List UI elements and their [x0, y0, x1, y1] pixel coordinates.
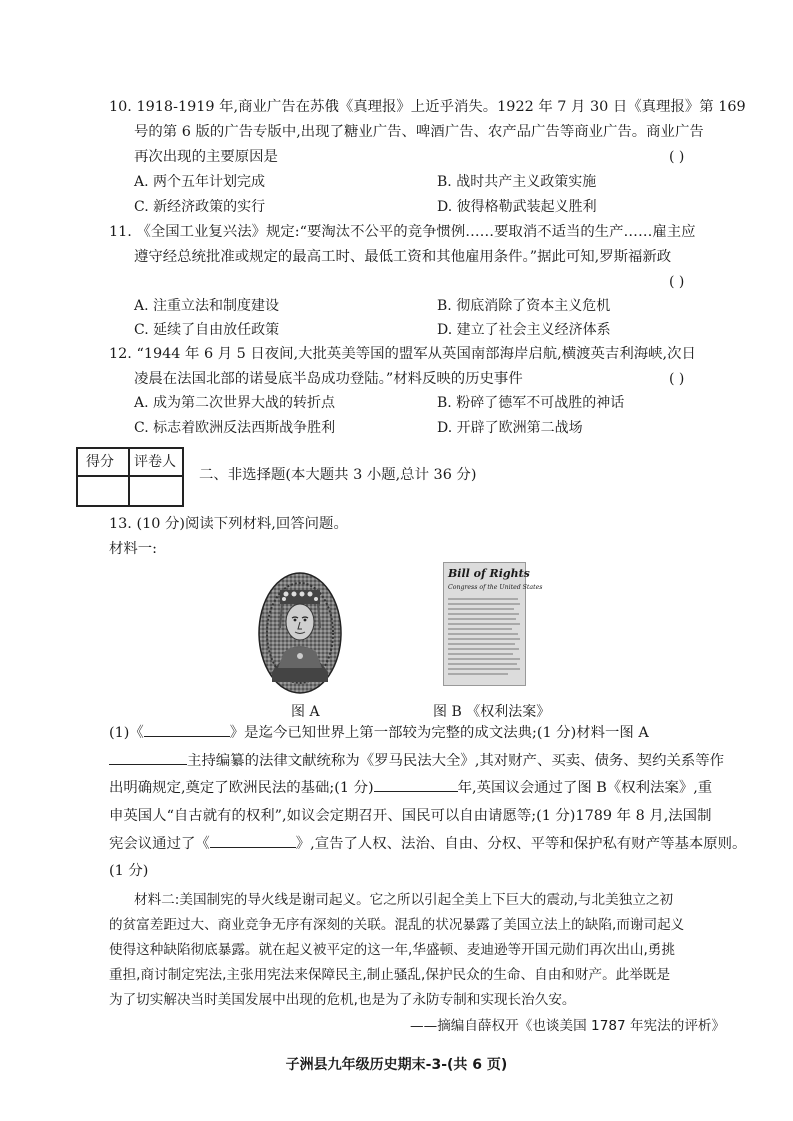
q11-option-b[interactable]: B. 彻底消除了资本主义危机 [437, 298, 611, 314]
q13-para-line-2 [109, 746, 724, 776]
figure-a-mosaic-portrait [258, 572, 342, 694]
q13-text: 主持编纂的法律文献统称为《罗马民法大全》,其对财产、买卖、债务、契约关系等作 [187, 753, 725, 769]
q13-text: 年,英国议会通过了图 B《权利法案》,重 [457, 780, 713, 796]
q10-line-1: 10. 1918-1919 年,商业广告在苏俄《真理报》上近乎消失。1922 年 7 月 30 日《真理报》第 169 [109, 99, 746, 115]
q10-option-a[interactable]: A. 两个五年计划完成 [134, 174, 266, 190]
q13-intro: 13. (10 分)阅读下列材料,回答问题。 [109, 516, 348, 532]
material-1-label: 材料一: [109, 541, 158, 557]
q12-option-b[interactable]: B. 粉碎了德军不可战胜的神话 [437, 395, 625, 411]
q10-option-b[interactable]: B. 战时共产主义政策实施 [437, 174, 597, 190]
q13-para-line-1 [109, 718, 649, 748]
q13-text: 宪会议通过了《 [109, 836, 210, 852]
material-2-line-3: 使得这种缺陷彻底暴露。就在起义被平定的这一年,华盛顿、麦迪逊等开国元勋们再次出山,勇挑 [109, 942, 675, 958]
q10-answer-paren[interactable]: ( ) [669, 149, 685, 165]
figure-b-bill-of-rights [443, 562, 543, 686]
section-2-title: 二、非选择题(本大题共 3 小题,总计 36 分) [199, 467, 477, 483]
answer-blank-4[interactable] [210, 832, 296, 848]
grader-label: 评卷人 [134, 454, 176, 470]
q13-text: 》,宣告了人权、法治、自由、分权、平等和保护私有财产等基本原则。 [295, 836, 747, 852]
q11-option-c[interactable]: C. 延续了自由放任政策 [134, 322, 280, 338]
q13-text: (1)《 [109, 725, 144, 741]
score-table [76, 447, 184, 507]
q13-text: 》是迄今已知世界上第一部较为完整的成文法典;(1 分)材料一图 A [229, 725, 649, 741]
q11-option-a[interactable]: A. 注重立法和制度建设 [134, 298, 280, 314]
material-2-line-5: 为了切实解决当时美国发展中出现的危机,也是为了永防专制和实现长治久安。 [109, 992, 576, 1008]
q11-answer-paren[interactable]: ( ) [669, 274, 685, 290]
answer-blank-1[interactable] [144, 721, 230, 737]
q10-option-d[interactable]: D. 彼得格勒武装起义胜利 [437, 199, 597, 215]
q12-option-c[interactable]: C. 标志着欧洲反法西斯战争胜利 [134, 420, 336, 436]
q13-para-line-5 [109, 829, 746, 859]
q13-text: 出明确规定,奠定了欧洲民法的基础;(1 分) [109, 780, 374, 796]
score-label: 得分 [86, 454, 114, 470]
q10-option-c[interactable]: C. 新经济政策的实行 [134, 199, 266, 215]
material-2-line-2: 的贫富差距过大、商业竞争无序有深刻的关联。混乱的状况暴露了美国立法上的缺陷,而谢司起义 [109, 917, 685, 933]
q12-option-d[interactable]: D. 开辟了欧洲第二战场 [437, 420, 583, 436]
q11-line-1: 11. 《全国工业复兴法》规定:“要淘汰不公平的竞争惯例……要取消不适当的生产……雇主应 [109, 224, 696, 240]
q11-option-d[interactable]: D. 建立了社会主义经济体系 [437, 322, 611, 338]
table-divider [78, 475, 182, 477]
material-2-line-1: 材料二:美国制宪的导火线是谢司起义。它之所以引起全美上下巨大的震动,与北美独立之初 [134, 892, 674, 908]
q10-line-2: 号的第 6 版的广告专版中,出现了糖业广告、啤酒广告、农产品广告等商业广告。商业广告 [134, 124, 704, 140]
figure-b-caption: 图 B 《权利法案》 [433, 704, 551, 720]
q12-option-a[interactable]: A. 成为第二次世界大战的转折点 [134, 395, 336, 411]
q12-line-2: 凌晨在法国北部的诺曼底半岛成功登陆。”材料反映的历史事件 [134, 371, 523, 387]
q10-line-3: 再次出现的主要原因是 [134, 149, 278, 165]
figure-b-subheading: Congress of the United States [448, 584, 543, 591]
q13-para-line-3 [109, 773, 712, 803]
q11-line-2: 遵守经总统批准或规定的最高工时、最低工资和其他雇用条件。”据此可知,罗斯福新政 [134, 249, 672, 265]
material-2-source: ——摘编自薛权开《也谈美国 1787 年宪法的评析》 [410, 1018, 726, 1034]
figure-b-heading: Bill of Rights [448, 567, 530, 580]
q13-para-line-6: (1 分) [109, 863, 149, 879]
table-divider [128, 449, 130, 505]
answer-blank-3[interactable] [374, 776, 458, 792]
answer-blank-2[interactable] [109, 749, 187, 765]
q12-answer-paren[interactable]: ( ) [669, 371, 685, 387]
q13-para-line-4: 申英国人“自古就有的权利”,如议会定期召开、国民可以自由请愿等;(1 分)1789 年 8 月,法国制 [109, 808, 712, 824]
document-text-lines [448, 595, 521, 679]
figure-a-caption: 图 A [291, 704, 320, 720]
q12-line-1: 12. “1944 年 6 月 5 日夜间,大批英美等国的盟军从英国南部海岸启航,横渡英吉利海峡,次日 [109, 346, 696, 362]
page-footer: 子洲县九年级历史期末-3-(共 6 页) [285, 1057, 508, 1073]
material-2-line-4: 重担,商讨制定宪法,主张用宪法来保障民主,制止骚乱,保护民众的生命、自由和财产。此举既是 [109, 967, 671, 983]
